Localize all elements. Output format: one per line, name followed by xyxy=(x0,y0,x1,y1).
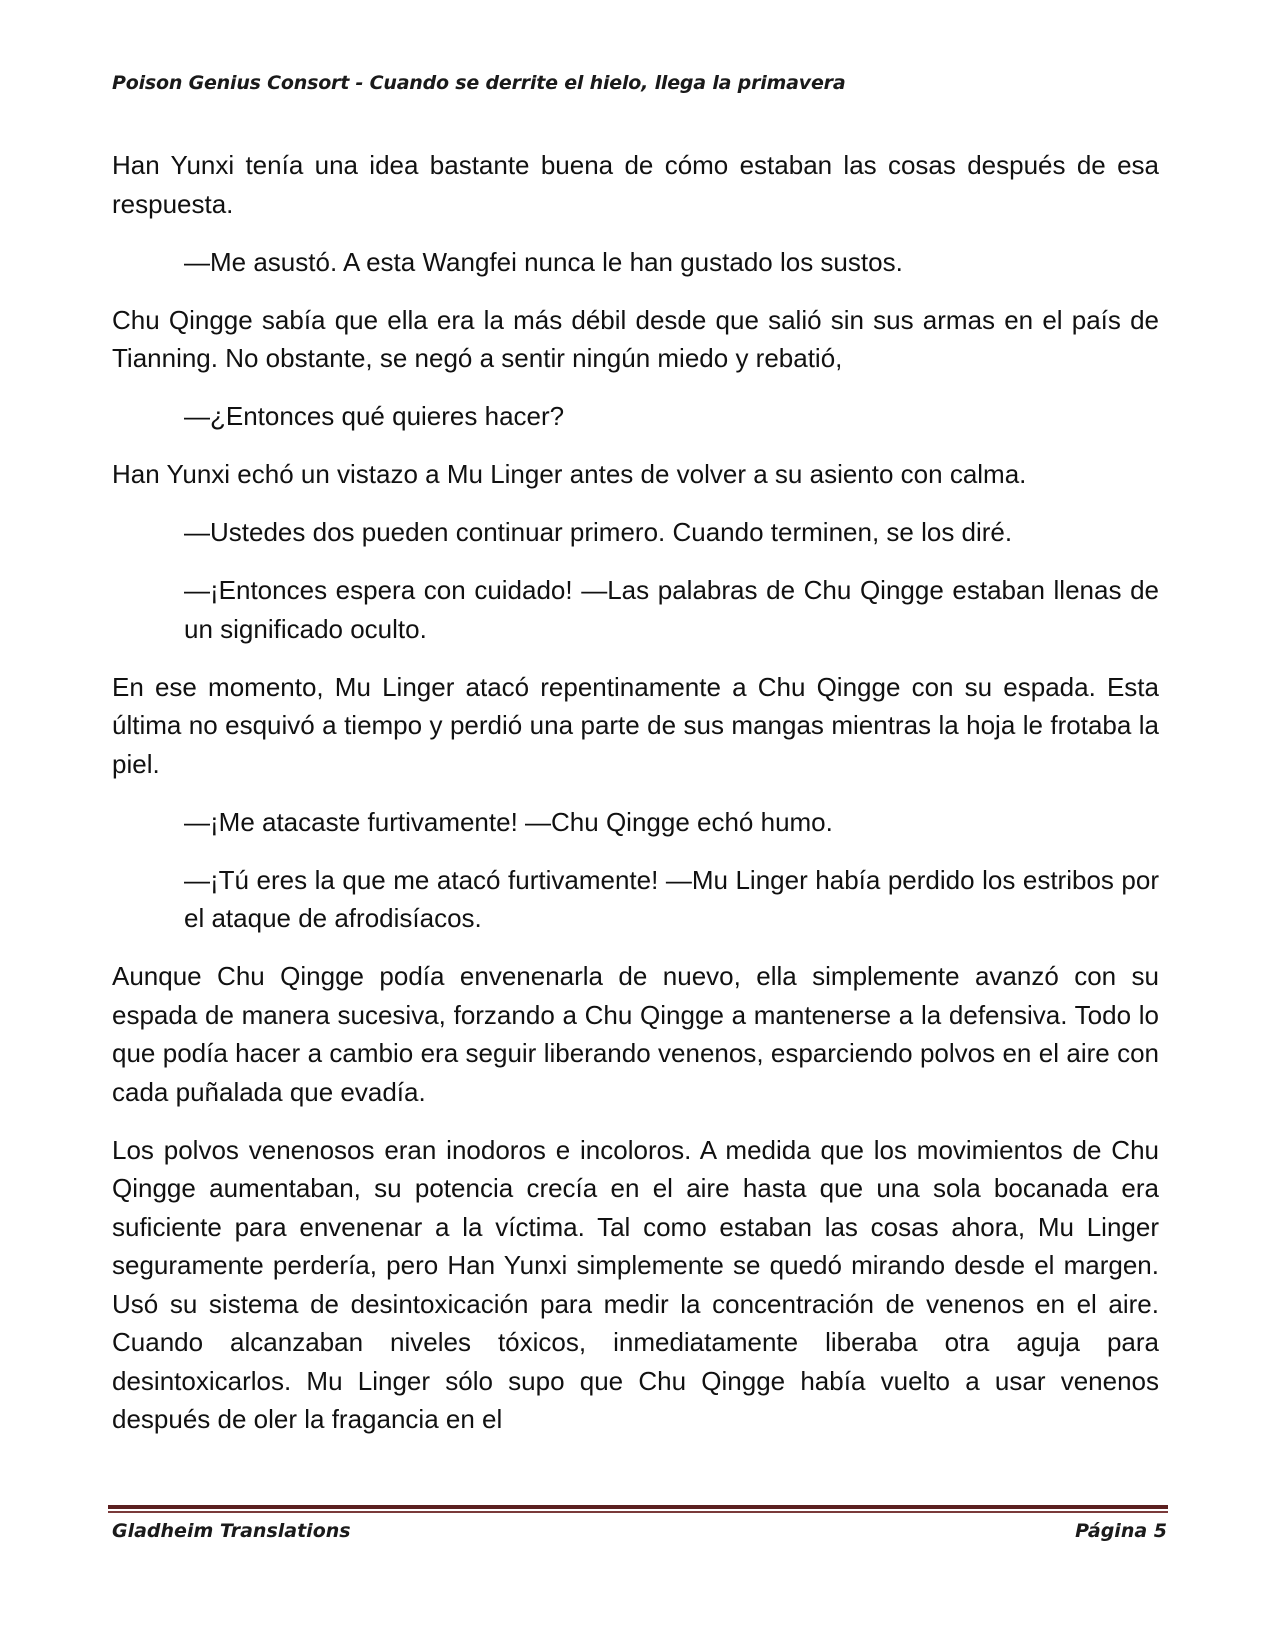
footer-divider-thin xyxy=(108,1511,1168,1513)
page-number: Página 5 xyxy=(1075,1520,1167,1542)
paragraph: Han Yunxi tenía una idea bastante buena de cómo estaban las cosas después de esa respuesta. xyxy=(112,150,1159,219)
dialogue-line: —¿Entonces qué quieres hacer? xyxy=(184,401,565,431)
paragraph: Chu Qingge sabía que ella era la más débil desde que salió sin sus armas en el país de Tianning. No obstante, se negó a sentir ningún miedo y rebatió, xyxy=(112,304,1159,373)
paragraph: Los polvos venenosos eran inodoros e incoloros. A medida que los movimientos de Chu Qingge aumentaban, su potencia crecía en el aire hasta que una sola bocanada era suficiente para envenenar a la víctima. Tal como estaban las cosas ahora, Mu Linger seguramente perdería, pero Han Yunxi simplemente se quedó mirando desde el margen. Usó su sistema de desintoxicación para medir la concentración de venenos en el aire. Cuando alcanzaban niveles tóxicos, inmediatamente liberaba otra aguja para desintoxicarlos. Mu Linger sólo supo que Chu Qingge había vuelto a usar venenos después de oler la fragancia en el xyxy=(112,1134,1159,1434)
chapter-body xyxy=(112,146,1159,1458)
paragraph: Han Yunxi echó un vistazo a Mu Linger antes de volver a su asiento con calma. xyxy=(112,459,1027,489)
paragraph: En ese momento, Mu Linger atacó repentinamente a Chu Qingge con su espada. Esta última no esquivó a tiempo y perdió una parte de sus mangas mientras la hoja le frotaba la piel. xyxy=(112,671,1159,779)
footer-divider xyxy=(108,1505,1168,1509)
running-header: Poison Genius Consort - Cuando se derrite el hielo, llega la primavera xyxy=(112,72,846,94)
dialogue-line: —¡Me atacaste furtivamente! —Chu Qingge echó humo. xyxy=(184,806,833,837)
footer-publisher: Gladheim Translations xyxy=(112,1520,351,1542)
dialogue-line: —Ustedes dos pueden continuar primero. Cuando terminen, se los diré. xyxy=(184,517,1013,547)
dialogue-line: —¡Tú eres la que me atacó furtivamente! —Mu Linger había perdido los estribos por el ataque de afrodisíacos. xyxy=(184,864,1159,933)
paragraph: Aunque Chu Qingge podía envenenarla de nuevo, ella simplemente avanzó con su espada de manera sucesiva, forzando a Chu Qingge a mantenerse a la defensiva. Todo lo que podía hacer a cambio era seguir liberando venenos, esparciendo polvos en el aire con cada puñalada que evadía. xyxy=(112,961,1159,1107)
dialogue-line: —¡Entonces espera con cuidado! —Las palabras de Chu Qingge estaban llenas de un significado oculto. xyxy=(184,575,1159,644)
dialogue-line: —Me asustó. A esta Wangfei nunca le han gustado los sustos. xyxy=(184,246,903,277)
